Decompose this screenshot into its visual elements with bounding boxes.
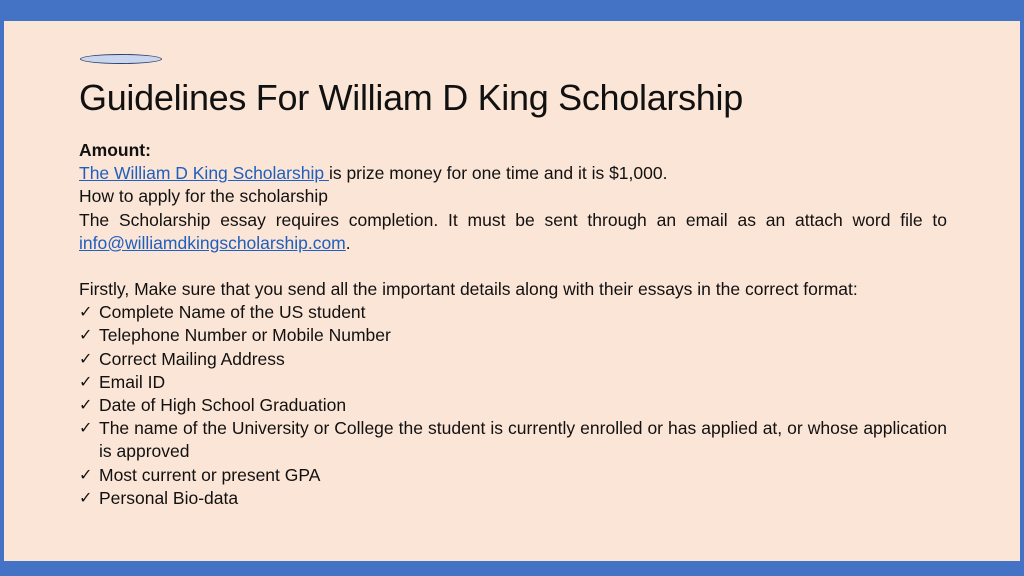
check-icon: ✓ xyxy=(79,489,93,507)
scholarship-link[interactable]: The William D King Scholarship xyxy=(79,163,329,184)
check-icon: ✓ xyxy=(79,466,93,484)
checklist-item xyxy=(79,464,947,487)
checklist-item-label: Email ID xyxy=(99,371,166,392)
email-link[interactable]: info@williamdkingscholarship.com xyxy=(79,232,346,253)
slide-title: Guidelines For William D King Scholarship xyxy=(79,77,743,118)
checklist-item-label: Complete Name of the US student xyxy=(99,302,366,323)
check-icon: ✓ xyxy=(79,420,93,438)
checklist-item-label: Date of High School Graduation xyxy=(99,395,347,416)
checklist-item-label: Most current or present GPA xyxy=(99,464,321,485)
essay-paragraph xyxy=(79,209,947,255)
decorative-pill-shape xyxy=(80,54,162,64)
checklist-item xyxy=(79,394,947,417)
check-icon: ✓ xyxy=(79,304,93,322)
checklist-item-label: The name of the University or College the student is currently enrolled or has applied at, or whose application is approved xyxy=(99,418,947,462)
checklist-item-label: Correct Mailing Address xyxy=(99,348,285,369)
checklist-item xyxy=(79,417,947,463)
checklist-item xyxy=(79,348,947,371)
check-icon: ✓ xyxy=(79,327,93,345)
requirements-checklist xyxy=(79,301,947,510)
how-to-apply-text: How to apply for the scholarship xyxy=(79,186,329,207)
check-icon: ✓ xyxy=(79,397,93,415)
slide-content xyxy=(4,21,1020,561)
check-icon: ✓ xyxy=(79,373,93,391)
checklist-item-label: Telephone Number or Mobile Number xyxy=(99,325,391,346)
amount-heading: Amount: xyxy=(79,140,151,160)
amount-text: is prize money for one time and it is $1,000. xyxy=(328,163,668,184)
intro-paragraph: Firstly, Make sure that you send all the important details along with their essays in the correct format: xyxy=(79,279,858,300)
checklist-item xyxy=(79,324,947,347)
amount-paragraph xyxy=(79,162,947,185)
checklist-item xyxy=(79,301,947,324)
checklist-item xyxy=(79,371,947,394)
check-icon: ✓ xyxy=(79,350,93,368)
slide-body xyxy=(79,139,947,510)
essay-text: The Scholarship essay requires completion. It must be sent through an email as an attach word file to xyxy=(79,209,947,230)
email-suffix: . xyxy=(345,232,351,253)
spacer xyxy=(79,255,947,278)
checklist-item-label: Personal Bio-data xyxy=(99,487,239,508)
checklist-item xyxy=(79,487,947,510)
